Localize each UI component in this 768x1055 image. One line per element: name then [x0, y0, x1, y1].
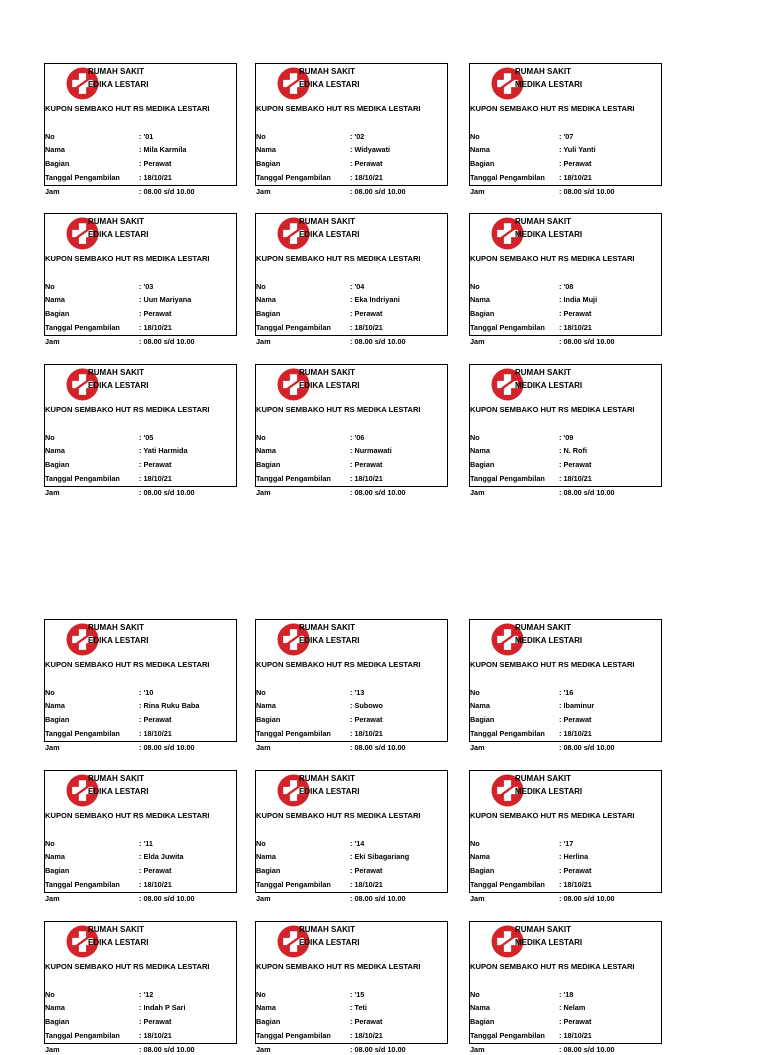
- coupon-title: KUPON SEMBAKO HUT RS MEDIKA LESTARI: [470, 104, 635, 113]
- coupon-card: [255, 63, 448, 196]
- field-value: : Subowo: [350, 701, 383, 710]
- hospital-name-line2: EDIKA LESTARI: [299, 938, 360, 947]
- field-label: Bagian: [470, 159, 495, 168]
- field-value: : Elda Juwita: [139, 852, 184, 861]
- hospital-name-line1: RUMAH SAKIT: [88, 217, 144, 226]
- hospital-name: [515, 366, 582, 392]
- field-label: Bagian: [256, 866, 281, 875]
- coupon-card: [469, 213, 662, 346]
- field-label: Bagian: [256, 715, 281, 724]
- hospital-name-line2: MEDIKA LESTARI: [515, 938, 583, 947]
- field-label: Bagian: [470, 715, 495, 724]
- field-label: No: [256, 688, 266, 697]
- hospital-name-line1: RUMAH SAKIT: [299, 623, 355, 632]
- field-value: : 08.00 s/d 10.00: [139, 187, 195, 196]
- field-label: Jam: [470, 743, 485, 752]
- field-label: Jam: [45, 894, 60, 903]
- field-label: Bagian: [45, 460, 70, 469]
- field-label: Nama: [45, 701, 65, 710]
- hospital-name-line1: RUMAH SAKIT: [515, 368, 571, 377]
- field-value: : Perawat: [139, 159, 172, 168]
- hospital-name-line1: RUMAH SAKIT: [515, 925, 571, 934]
- field-value: : '16: [559, 688, 574, 697]
- coupon-title: KUPON SEMBAKO HUT RS MEDIKA LESTARI: [256, 405, 421, 414]
- field-label: Nama: [256, 446, 276, 455]
- field-label: Nama: [470, 701, 490, 710]
- field-label: Nama: [470, 145, 490, 154]
- coupon-card: [469, 63, 662, 196]
- field-label: Jam: [256, 187, 271, 196]
- field-value: : '08: [559, 282, 574, 291]
- field-value: : 08.00 s/d 10.00: [350, 488, 406, 497]
- hospital-name-line1: RUMAH SAKIT: [515, 774, 571, 783]
- hospital-name-line2: EDIKA LESTARI: [299, 381, 360, 390]
- field-label: Bagian: [256, 460, 281, 469]
- field-value: : 08.00 s/d 10.00: [139, 337, 195, 346]
- field-label: Bagian: [470, 1017, 495, 1026]
- field-value: : 08.00 s/d 10.00: [350, 1045, 406, 1054]
- field-value: : 08.00 s/d 10.00: [559, 894, 615, 903]
- field-value: : '13: [350, 688, 365, 697]
- field-value: : 18/10/21: [559, 880, 592, 889]
- hospital-name-line2: EDIKA LESTARI: [88, 80, 149, 89]
- field-value: : 08.00 s/d 10.00: [559, 337, 615, 346]
- field-value: : Perawat: [139, 866, 172, 875]
- field-label: Tanggal Pengambilan: [470, 1031, 545, 1040]
- field-label: No: [470, 839, 480, 848]
- field-label: No: [256, 839, 266, 848]
- coupon-card: [469, 770, 662, 903]
- hospital-name: [515, 621, 582, 647]
- hospital-name-line1: RUMAH SAKIT: [515, 623, 571, 632]
- field-label: Bagian: [45, 715, 70, 724]
- field-label: Tanggal Pengambilan: [470, 729, 545, 738]
- field-value: : '17: [559, 839, 574, 848]
- field-label: Tanggal Pengambilan: [256, 729, 331, 738]
- field-label: Jam: [45, 337, 60, 346]
- field-label: Tanggal Pengambilan: [45, 474, 120, 483]
- field-label: Bagian: [45, 1017, 70, 1026]
- field-label: Bagian: [45, 309, 70, 318]
- hospital-name: [299, 65, 359, 91]
- field-value: : 18/10/21: [559, 173, 592, 182]
- coupon-card: [44, 63, 237, 196]
- coupon-title: KUPON SEMBAKO HUT RS MEDIKA LESTARI: [45, 962, 210, 971]
- field-value: : 18/10/21: [139, 1031, 172, 1040]
- field-value: : Perawat: [139, 309, 172, 318]
- coupon-card: [44, 364, 237, 497]
- coupon-title: KUPON SEMBAKO HUT RS MEDIKA LESTARI: [470, 405, 635, 414]
- field-label: Bagian: [470, 460, 495, 469]
- field-value: : Mila Karmila: [139, 145, 187, 154]
- field-value: : Teti: [350, 1003, 367, 1012]
- field-value: : 08.00 s/d 10.00: [139, 488, 195, 497]
- field-value: : 18/10/21: [139, 173, 172, 182]
- field-value: : 08.00 s/d 10.00: [139, 894, 195, 903]
- field-label: Tanggal Pengambilan: [256, 880, 331, 889]
- field-value: : 18/10/21: [559, 474, 592, 483]
- field-label: Bagian: [256, 1017, 281, 1026]
- hospital-name-line2: EDIKA LESTARI: [88, 636, 149, 645]
- field-value: : 08.00 s/d 10.00: [559, 743, 615, 752]
- field-value: : Perawat: [559, 159, 592, 168]
- field-value: : 08.00 s/d 10.00: [350, 337, 406, 346]
- field-value: : N. Rofi: [559, 446, 587, 455]
- field-value: : Indah P Sari: [139, 1003, 186, 1012]
- hospital-name-line2: EDIKA LESTARI: [299, 787, 360, 796]
- field-label: No: [256, 282, 266, 291]
- field-label: Nama: [45, 852, 65, 861]
- hospital-name: [88, 215, 148, 241]
- field-value: : 18/10/21: [559, 323, 592, 332]
- field-value: : '14: [350, 839, 365, 848]
- field-label: Tanggal Pengambilan: [256, 323, 331, 332]
- hospital-name-line2: EDIKA LESTARI: [299, 636, 360, 645]
- field-value: : Perawat: [139, 715, 172, 724]
- field-label: Tanggal Pengambilan: [256, 1031, 331, 1040]
- field-label: Tanggal Pengambilan: [470, 323, 545, 332]
- hospital-name-line1: RUMAH SAKIT: [88, 67, 144, 76]
- field-label: No: [45, 688, 55, 697]
- field-value: : Perawat: [350, 460, 383, 469]
- hospital-name: [88, 65, 148, 91]
- field-value: : Perawat: [350, 715, 383, 724]
- field-value: : 18/10/21: [350, 173, 383, 182]
- field-value: : 18/10/21: [350, 729, 383, 738]
- field-value: : Eka Indriyani: [350, 295, 400, 304]
- field-label: No: [45, 132, 55, 141]
- field-label: Jam: [470, 488, 485, 497]
- hospital-name-line2: EDIKA LESTARI: [299, 230, 360, 239]
- field-value: : Perawat: [139, 1017, 172, 1026]
- field-label: Nama: [256, 1003, 276, 1012]
- field-value: : Yati Harmida: [139, 446, 188, 455]
- field-label: Bagian: [45, 159, 70, 168]
- field-label: Nama: [45, 1003, 65, 1012]
- field-value: : Herlina: [559, 852, 589, 861]
- field-value: : 08.00 s/d 10.00: [139, 743, 195, 752]
- field-value: : '02: [350, 132, 365, 141]
- field-label: Jam: [256, 337, 271, 346]
- field-label: No: [470, 990, 480, 999]
- hospital-name-line2: MEDIKA LESTARI: [515, 80, 583, 89]
- coupon-title: KUPON SEMBAKO HUT RS MEDIKA LESTARI: [470, 660, 635, 669]
- field-label: No: [470, 132, 480, 141]
- hospital-name: [299, 772, 359, 798]
- field-label: Nama: [256, 145, 276, 154]
- coupon-card: [255, 213, 448, 346]
- field-value: : 18/10/21: [139, 323, 172, 332]
- field-value: : Ibaminur: [559, 701, 595, 710]
- field-value: : 08.00 s/d 10.00: [559, 1045, 615, 1054]
- coupon-card: [255, 364, 448, 497]
- field-label: Tanggal Pengambilan: [256, 173, 331, 182]
- hospital-name-line1: RUMAH SAKIT: [88, 623, 144, 632]
- field-label: Nama: [256, 295, 276, 304]
- hospital-name: [88, 621, 148, 647]
- field-label: Tanggal Pengambilan: [470, 474, 545, 483]
- hospital-name: [88, 923, 148, 949]
- field-value: : 08.00 s/d 10.00: [350, 187, 406, 196]
- coupon-title: KUPON SEMBAKO HUT RS MEDIKA LESTARI: [256, 660, 421, 669]
- hospital-name: [88, 772, 148, 798]
- field-value: : '04: [350, 282, 365, 291]
- hospital-name-line2: MEDIKA LESTARI: [515, 636, 583, 645]
- field-value: : Widyawati: [350, 145, 391, 154]
- field-value: : '18: [559, 990, 574, 999]
- field-label: Tanggal Pengambilan: [470, 880, 545, 889]
- field-label: Nama: [45, 446, 65, 455]
- hospital-name-line1: RUMAH SAKIT: [299, 368, 355, 377]
- hospital-name-line1: RUMAH SAKIT: [88, 368, 144, 377]
- hospital-name-line2: EDIKA LESTARI: [88, 938, 149, 947]
- field-label: Tanggal Pengambilan: [45, 1031, 120, 1040]
- field-value: : 18/10/21: [139, 880, 172, 889]
- hospital-name: [88, 366, 148, 392]
- field-value: : '07: [559, 132, 574, 141]
- field-value: : 08.00 s/d 10.00: [559, 488, 615, 497]
- field-label: Bagian: [470, 866, 495, 875]
- field-value: : India Muji: [559, 295, 598, 304]
- hospital-name: [299, 215, 359, 241]
- field-label: Jam: [45, 1045, 60, 1054]
- hospital-name-line2: EDIKA LESTARI: [88, 230, 149, 239]
- field-value: : Rina Ruku Baba: [139, 701, 200, 710]
- field-label: Bagian: [256, 159, 281, 168]
- field-value: : Perawat: [559, 1017, 592, 1026]
- field-value: : 18/10/21: [559, 1031, 592, 1040]
- field-label: Jam: [256, 894, 271, 903]
- field-label: No: [470, 282, 480, 291]
- coupon-title: KUPON SEMBAKO HUT RS MEDIKA LESTARI: [470, 962, 635, 971]
- field-label: Tanggal Pengambilan: [45, 323, 120, 332]
- hospital-name-line1: RUMAH SAKIT: [88, 925, 144, 934]
- coupon-card: [44, 213, 237, 346]
- hospital-name-line2: MEDIKA LESTARI: [515, 230, 583, 239]
- field-value: : Perawat: [559, 309, 592, 318]
- field-value: : '01: [139, 132, 154, 141]
- field-label: Jam: [45, 187, 60, 196]
- field-label: Jam: [256, 743, 271, 752]
- hospital-name-line2: MEDIKA LESTARI: [515, 787, 583, 796]
- field-value: : Eki Sibagariang: [350, 852, 410, 861]
- field-value: : Perawat: [350, 159, 383, 168]
- field-value: : 08.00 s/d 10.00: [139, 1045, 195, 1054]
- field-label: Bagian: [470, 309, 495, 318]
- field-label: Jam: [256, 1045, 271, 1054]
- field-label: Jam: [45, 743, 60, 752]
- field-value: : 18/10/21: [559, 729, 592, 738]
- field-value: : 08.00 s/d 10.00: [559, 187, 615, 196]
- field-value: : Perawat: [559, 866, 592, 875]
- field-label: No: [256, 433, 266, 442]
- coupon-title: KUPON SEMBAKO HUT RS MEDIKA LESTARI: [256, 104, 421, 113]
- field-value: : '15: [350, 990, 365, 999]
- coupon-title: KUPON SEMBAKO HUT RS MEDIKA LESTARI: [45, 660, 210, 669]
- field-label: Jam: [256, 488, 271, 497]
- coupon-card: [469, 619, 662, 752]
- hospital-name-line1: RUMAH SAKIT: [515, 217, 571, 226]
- field-value: : Perawat: [350, 866, 383, 875]
- hospital-name-line2: EDIKA LESTARI: [299, 80, 360, 89]
- field-label: No: [45, 282, 55, 291]
- field-label: Nama: [45, 295, 65, 304]
- field-value: : '03: [139, 282, 154, 291]
- coupon-title: KUPON SEMBAKO HUT RS MEDIKA LESTARI: [470, 811, 635, 820]
- field-label: Nama: [470, 446, 490, 455]
- field-label: No: [470, 688, 480, 697]
- coupon-card: [44, 921, 237, 1054]
- coupon-title: KUPON SEMBAKO HUT RS MEDIKA LESTARI: [45, 405, 210, 414]
- field-label: Tanggal Pengambilan: [256, 474, 331, 483]
- coupon-card: [44, 619, 237, 752]
- field-value: : '12: [139, 990, 154, 999]
- coupon-card: [255, 770, 448, 903]
- field-value: : 18/10/21: [139, 729, 172, 738]
- hospital-name: [515, 215, 582, 241]
- field-value: : Nelam: [559, 1003, 586, 1012]
- hospital-name-line1: RUMAH SAKIT: [515, 67, 571, 76]
- field-value: : Nurmawati: [350, 446, 392, 455]
- field-label: Jam: [470, 1045, 485, 1054]
- coupon-card: [255, 921, 448, 1054]
- field-label: No: [256, 132, 266, 141]
- field-value: : 18/10/21: [139, 474, 172, 483]
- hospital-name-line2: MEDIKA LESTARI: [515, 381, 583, 390]
- coupon-card: [44, 770, 237, 903]
- coupon-title: KUPON SEMBAKO HUT RS MEDIKA LESTARI: [45, 254, 210, 263]
- field-value: : Perawat: [559, 715, 592, 724]
- hospital-name: [299, 621, 359, 647]
- coupon-card: [469, 364, 662, 497]
- field-value: : Perawat: [350, 1017, 383, 1026]
- field-value: : 08.00 s/d 10.00: [350, 743, 406, 752]
- field-label: No: [470, 433, 480, 442]
- field-value: : '11: [139, 839, 153, 848]
- hospital-name: [515, 65, 582, 91]
- field-label: Tanggal Pengambilan: [45, 729, 120, 738]
- field-value: : '10: [139, 688, 154, 697]
- field-value: : Perawat: [559, 460, 592, 469]
- field-label: Nama: [256, 701, 276, 710]
- hospital-name: [299, 366, 359, 392]
- field-label: Bagian: [256, 309, 281, 318]
- field-value: : '05: [139, 433, 154, 442]
- field-value: : Perawat: [350, 309, 383, 318]
- field-label: Nama: [45, 145, 65, 154]
- field-label: Nama: [470, 852, 490, 861]
- field-label: No: [45, 839, 55, 848]
- field-value: : 08.00 s/d 10.00: [350, 894, 406, 903]
- field-value: : Perawat: [139, 460, 172, 469]
- field-value: : 18/10/21: [350, 880, 383, 889]
- field-label: Nama: [470, 295, 490, 304]
- hospital-name-line1: RUMAH SAKIT: [88, 774, 144, 783]
- field-value: : 18/10/21: [350, 1031, 383, 1040]
- field-label: No: [256, 990, 266, 999]
- hospital-name-line1: RUMAH SAKIT: [299, 217, 355, 226]
- hospital-name-line1: RUMAH SAKIT: [299, 774, 355, 783]
- field-label: Tanggal Pengambilan: [470, 173, 545, 182]
- hospital-name-line2: EDIKA LESTARI: [88, 381, 149, 390]
- hospital-name-line1: RUMAH SAKIT: [299, 925, 355, 934]
- hospital-name-line1: RUMAH SAKIT: [299, 67, 355, 76]
- field-value: : Uun Mariyana: [139, 295, 192, 304]
- field-label: No: [45, 433, 55, 442]
- hospital-name: [515, 772, 582, 798]
- field-value: : 18/10/21: [350, 474, 383, 483]
- field-label: Jam: [470, 894, 485, 903]
- field-label: Jam: [470, 187, 485, 196]
- hospital-name-line2: EDIKA LESTARI: [88, 787, 149, 796]
- coupon-title: KUPON SEMBAKO HUT RS MEDIKA LESTARI: [45, 811, 210, 820]
- hospital-name: [299, 923, 359, 949]
- hospital-name: [515, 923, 582, 949]
- coupon-title: KUPON SEMBAKO HUT RS MEDIKA LESTARI: [470, 254, 635, 263]
- coupon-card: [255, 619, 448, 752]
- field-label: Tanggal Pengambilan: [45, 173, 120, 182]
- coupon-title: KUPON SEMBAKO HUT RS MEDIKA LESTARI: [256, 254, 421, 263]
- field-label: Tanggal Pengambilan: [45, 880, 120, 889]
- field-label: No: [45, 990, 55, 999]
- coupon-title: KUPON SEMBAKO HUT RS MEDIKA LESTARI: [256, 962, 421, 971]
- field-label: Jam: [470, 337, 485, 346]
- field-label: Nama: [256, 852, 276, 861]
- coupon-title: KUPON SEMBAKO HUT RS MEDIKA LESTARI: [45, 104, 210, 113]
- field-value: : Yuli Yanti: [559, 145, 596, 154]
- field-value: : 18/10/21: [350, 323, 383, 332]
- field-label: Nama: [470, 1003, 490, 1012]
- field-label: Jam: [45, 488, 60, 497]
- field-value: : '06: [350, 433, 365, 442]
- field-label: Bagian: [45, 866, 70, 875]
- coupon-title: KUPON SEMBAKO HUT RS MEDIKA LESTARI: [256, 811, 421, 820]
- coupon-card: [469, 921, 662, 1054]
- field-value: : '09: [559, 433, 574, 442]
